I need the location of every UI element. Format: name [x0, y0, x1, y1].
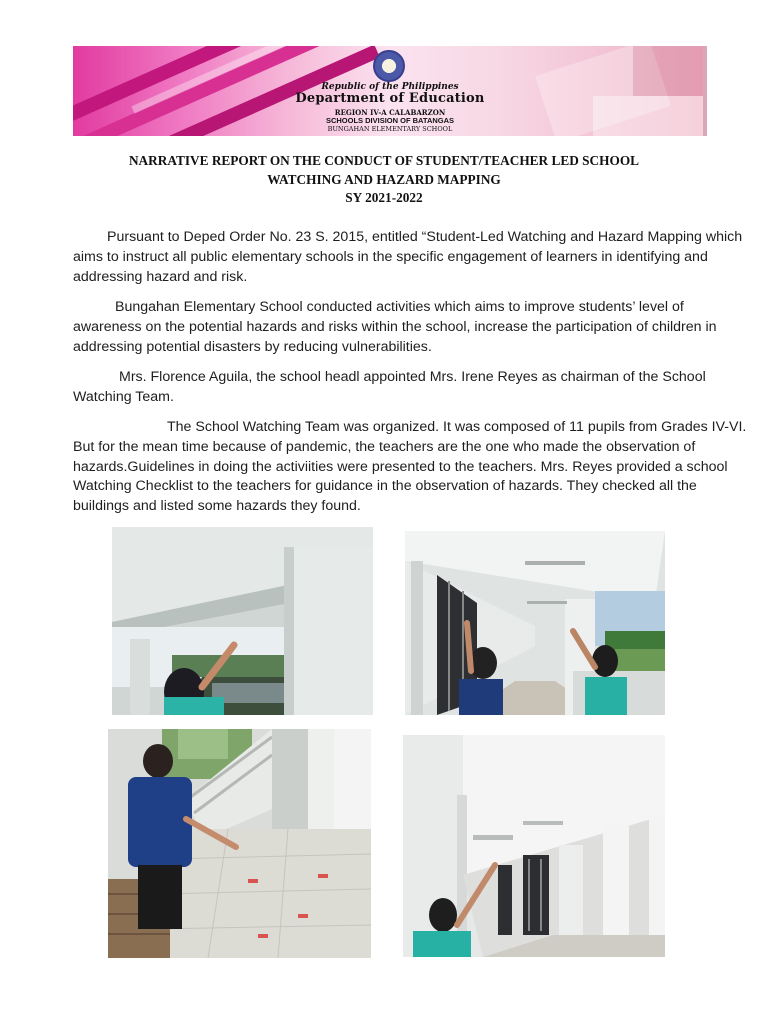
photo-teachers-hallway — [405, 531, 665, 715]
paragraph-4: The School Watching Team was organized. It was composed of 11 pupils from Grades IV-VI. But for the mean time because of pandemic, the teachers are the one who made the observation of hazards.Guidelines in doing the activiities were presented to the teachers. Mrs. Reyes provided a school Watching Checklist to the teachers for guidance in the observation of hazards. They checked all the buildings and listed some hazards they found. — [73, 419, 747, 515]
header-republic: Republic of the Philippines — [321, 82, 459, 92]
photo-teacher-corridor-pointing — [403, 735, 665, 957]
deped-seal-icon — [364, 50, 414, 84]
header-banner — [73, 46, 707, 136]
paragraph-2: Bungahan Elementary School conducted activities which aims to improve students’ level of awareness on the potential hazards and risks within the school, increase the participation of children in addressing potential disasters by reducing vulnerabilities. — [73, 299, 717, 355]
header-division: SCHOOLS DIVISION OF BATANGAS — [325, 116, 455, 125]
photo-teacher-pointing-floor — [108, 729, 371, 958]
header-school: BUNGAHAN ELEMENTARY SCHOOL — [327, 125, 453, 133]
header-department: Department of Education — [295, 91, 485, 106]
paragraph-3: Mrs. Florence Aguila, the school headl appointed Mrs. Irene Reyes as chairman of the School Watching Team. — [73, 369, 706, 405]
title-line-3: SY 2021-2022 — [345, 190, 423, 205]
report-title — [80, 152, 688, 208]
paragraph-1: Pursuant to Deped Order No. 23 S. 2015, entitled “Student-Led Watching and Hazard Mapping which aims to instruct all public elementary schools in the specific engagement of learners in identifying and addressing hazard and risk. — [73, 229, 743, 285]
title-line-1: NARRATIVE REPORT ON THE CONDUCT OF STUDENT/TEACHER LED SCHOOL — [128, 153, 640, 168]
title-line-2: WATCHING AND HAZARD MAPPING — [267, 171, 501, 187]
header-region: REGION IV-A CALABARZON — [334, 108, 446, 117]
photo-teacher-pointing-ceiling — [112, 527, 373, 715]
